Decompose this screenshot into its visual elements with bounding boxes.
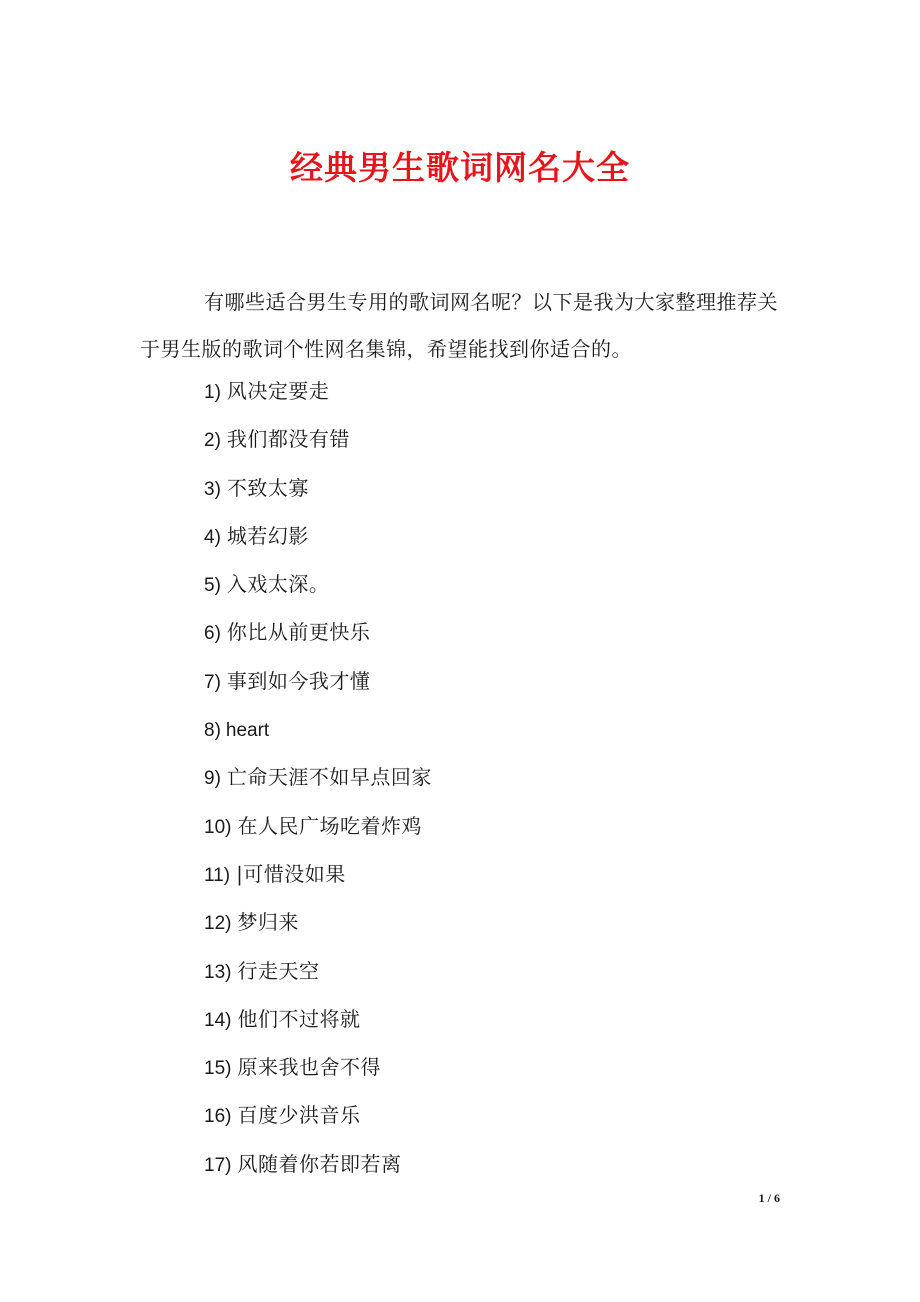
item-number: 10) bbox=[204, 816, 232, 838]
item-text: 在人民广场吃着炸鸡 bbox=[237, 813, 422, 838]
list-item bbox=[204, 417, 432, 465]
item-number: 14) bbox=[204, 1009, 232, 1031]
item-number: 4) bbox=[204, 526, 221, 548]
list-item bbox=[204, 804, 432, 852]
item-number: 1) bbox=[204, 382, 221, 403]
item-number: 12) bbox=[204, 913, 232, 935]
item-text: 梦归来 bbox=[237, 910, 299, 935]
item-text: 城若幻影 bbox=[226, 523, 309, 548]
list-item bbox=[204, 852, 432, 900]
item-number: 17) bbox=[204, 1154, 232, 1176]
item-number: 3) bbox=[204, 478, 221, 500]
item-text: 他们不过将就 bbox=[237, 1006, 361, 1031]
item-number: 5) bbox=[204, 575, 221, 597]
list-item bbox=[204, 1093, 432, 1141]
item-text: 亡命天涯不如早点回家 bbox=[226, 765, 432, 790]
item-text: 不致太寡 bbox=[226, 475, 309, 500]
item-number: 15) bbox=[204, 1058, 232, 1080]
item-text: 风决定要走 bbox=[226, 379, 330, 403]
list-item bbox=[204, 900, 432, 948]
list-item bbox=[204, 466, 432, 514]
item-text: 你比从前更快乐 bbox=[226, 620, 371, 645]
item-number: 7) bbox=[204, 671, 221, 693]
list-item bbox=[204, 1045, 432, 1093]
list-item bbox=[204, 562, 432, 610]
item-text: 行走天空 bbox=[237, 958, 320, 983]
item-text: heart bbox=[225, 720, 270, 742]
item-text: 风随着你若即若离 bbox=[237, 1151, 402, 1176]
item-number: 2) bbox=[204, 430, 221, 452]
item-text: 事到如今我才懂 bbox=[226, 668, 371, 693]
item-number: 13) bbox=[204, 961, 232, 983]
list-item bbox=[204, 610, 432, 658]
list-item bbox=[204, 1142, 432, 1190]
item-number: 11) bbox=[204, 864, 231, 886]
list-item bbox=[204, 755, 432, 803]
item-number: 8) bbox=[204, 720, 221, 742]
item-text: 原来我也舍不得 bbox=[237, 1055, 381, 1080]
item-text: 百度少洪音乐 bbox=[237, 1103, 361, 1128]
list-item bbox=[204, 369, 432, 417]
item-text: 入戏太深。 bbox=[226, 572, 330, 597]
item-number: 6) bbox=[204, 623, 221, 645]
list-item bbox=[204, 659, 432, 707]
list-item bbox=[204, 949, 432, 997]
item-number: 9) bbox=[204, 768, 221, 790]
item-number: 16) bbox=[204, 1106, 232, 1128]
page-title: 经典男生歌词网名大全 bbox=[290, 148, 630, 187]
list-item bbox=[204, 707, 432, 755]
page-number: 1 / 6 bbox=[758, 1191, 780, 1205]
intro-paragraph: 有哪些适合男生专用的歌词网名呢？以下是我为大家整理推荐关于男生版的歌词个性网名集锦，希望能找到你适合的。 bbox=[140, 290, 778, 361]
list-item bbox=[204, 997, 432, 1045]
item-text: |可惜没如果 bbox=[236, 861, 346, 886]
item-text: 我们都没有错 bbox=[226, 427, 350, 452]
list-item bbox=[204, 514, 432, 562]
nickname-list bbox=[204, 369, 432, 1190]
